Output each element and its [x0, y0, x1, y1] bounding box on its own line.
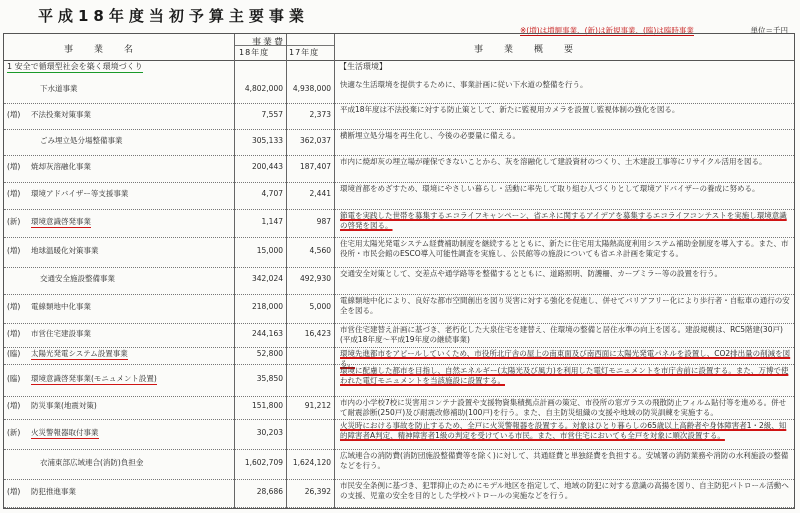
row-name: 防犯推進事業 — [31, 487, 76, 496]
row-description: 環境首都をめざすため、環境にやさしい暮らし・活動に率先して取り組む人づくりとして環境アドバイザーの養成に努める。 — [340, 184, 760, 193]
row-name: 環境アドバイザー等支援事業 — [31, 189, 129, 198]
row-y17: 492,930 — [299, 274, 331, 283]
row-y17: 2,441 — [309, 189, 331, 198]
row-description: 環境先進都市をアピールしていくため、市役所北庁舎の屋上の南東面及び南西面に太陽光発電パネルを設置し、CO2排出量の削減を図る。 — [340, 349, 791, 368]
row-tag: (増) — [7, 329, 21, 338]
row-y18: 28,686 — [256, 487, 283, 496]
row-name: ごみ埋立処分場整備事業 — [40, 136, 123, 145]
row-tag: (新) — [7, 428, 21, 437]
budget-table — [3, 33, 795, 509]
header-cost: 事業費 — [252, 38, 286, 48]
row-y18: 218,000 — [251, 302, 283, 311]
row-y17: 26,392 — [304, 487, 331, 496]
row-y17: 1,624,120 — [292, 458, 331, 467]
row-y18: 342,024 — [251, 274, 283, 283]
row-name: 交通安全施設整備事業 — [40, 274, 115, 283]
table-header — [4, 34, 794, 61]
table-row — [4, 347, 794, 368]
table-row — [4, 209, 794, 237]
row-name: 不法投棄対策事業 — [31, 110, 91, 119]
unit-label: 単位＝千円 — [750, 26, 788, 35]
row-name: 環境意識啓発事業 — [31, 217, 91, 226]
row-y18: 1,147 — [261, 217, 283, 226]
row-y18: 151,800 — [251, 401, 283, 410]
row-description: 電線類地中化により、良好な都市空間創出を図り災害に対する強化を促進し、併せてバリアフリー化により歩行者・自転車の通行の安全を図る。 — [340, 296, 790, 315]
row-description: 広域連合の消防費(消防団施設整備費等を除く)に対して、共通経費と単独経費を負担する。安城署の消防業務や消防の水利施設の整備などを行う。 — [340, 451, 789, 470]
table-row — [4, 479, 794, 507]
row-name: 焼却灰溶融化事業 — [31, 162, 91, 171]
row-y18: 1,602,709 — [244, 458, 283, 467]
row-description: 市営住宅建替え計画に基づき、老朽化した大泉住宅を建替え、住環境の整備と居住水準の向上を図る。建設規模は、RC5階建(30戸) (平成18年度～平成19年度の継続事業) — [340, 325, 791, 344]
row-description: 節電を実践した世帯を募集するエコライフキャンペーン、省エネに関するアイデアを募集するエコライフコンテストを実施し環境意識の啓発を図る。 — [340, 211, 787, 230]
row-y18: 35,850 — [256, 374, 283, 383]
table-row — [4, 237, 794, 267]
row-tag: (臨) — [7, 349, 21, 358]
row-description: 交通安全対策として、交差点や通学路等を整備するとともに、道路照明、防護柵、カーブミラー等の設置を行う。 — [340, 269, 722, 278]
row-y18: 15,000 — [256, 246, 283, 255]
row-y17: 4,938,000 — [292, 84, 331, 93]
row-name: 環境意識啓発事業(モニュメント設置) — [31, 374, 157, 383]
row-tag: (増) — [7, 302, 21, 311]
row-y17: 987 — [316, 217, 331, 226]
row-description: 住宅用太陽光発電システム経費補助制度を継続するとともに、新たに住宅用太陽熱高度利用システム補助金制度を導入する。また、市役所・市民会館のESCO導入可能性調査を実施し、公民館等の施設についても省エネ計画を策定する。 — [340, 239, 789, 258]
table-row — [4, 364, 794, 396]
table-row — [4, 103, 794, 129]
row-tag: (増) — [7, 162, 21, 171]
row-name: 下水道事業 — [40, 84, 78, 93]
row-description: 市民安全条例に基づき、犯罪抑止のためにモデル地区を指定して、地域の防犯に対する意識の高揚を図り、自主防犯パトロール活動への支援、児童の安全を目的とした学校パトロールの実施などを行う。 — [340, 481, 789, 500]
row-tag: (新) — [7, 217, 21, 226]
row-y18: 244,163 — [251, 329, 283, 338]
page-title: 平成18年度当初予算主要事業 — [38, 7, 309, 25]
table-row — [4, 449, 794, 479]
row-name: 電線類地中化事業 — [31, 302, 91, 311]
row-tag: (増) — [7, 401, 21, 410]
row-y17: 91,212 — [304, 401, 331, 410]
row-tag: (臨) — [7, 374, 21, 383]
row-name: 衣浦東部広域連合(消防)負担金 — [40, 458, 144, 467]
header-summary: 事 業 概 要 — [474, 45, 580, 55]
legend-text: ※(増)は増額事業、(新)は新規事業、(臨)は臨時事業 — [520, 26, 694, 35]
row-name: 火災警報器取付事業 — [31, 428, 99, 437]
row-y17: 2,373 — [309, 110, 331, 119]
section-tag: 【生活環境】 — [339, 62, 387, 71]
row-name: 太陽光発電システム設置事業 — [31, 349, 128, 358]
row-tag: (増) — [7, 189, 21, 198]
table-row — [4, 419, 794, 449]
row-description: 市内に焼却灰の埋立場が確保できないことから、灰を溶融化して建設資材のつくり、土木建設工事等にリサイクル活用を図る。 — [340, 157, 767, 166]
row-description: 火災時における事故を防止するため、全戸に火災警報器を設置する。対象はひとり暮らしの65歳以上高齢者や身体障害者1・2級、知的障害者A判定、精神障害者1級の判定を受けている市民。また、市営住宅においても全戸を対象に順次設置する。 — [340, 421, 787, 440]
row-name: 市営住宅建設事業 — [31, 329, 91, 338]
row-name: 地球温暖化対策事業 — [31, 246, 99, 255]
row-y18: 4,802,000 — [244, 84, 283, 93]
row-description: 横断埋立処分場を再生化し、今後の必要量に備える。 — [340, 131, 520, 140]
row-description: 環境に配慮した都市を目指し、自然エネルギー(太陽光及び風力)を利用した電灯モニュメントを市庁舎前に設置する。また、万博で使われた電灯モニュメントを当該施設に設置する。 — [340, 366, 789, 385]
row-y18: 200,443 — [251, 162, 283, 171]
table-row — [4, 267, 794, 294]
row-tag: (増) — [7, 487, 21, 496]
row-description: 平成18年度は不法投棄に対する防止策として、新たに監視用カメラを設置し監視体制の強化を図る。 — [340, 105, 680, 114]
table-row — [4, 182, 794, 209]
row-y18: 7,557 — [261, 110, 283, 119]
row-y17: 4,560 — [309, 246, 331, 255]
row-description: 市内の小学校7校に災害用コンテナ設置や支援物資集積拠点計画の策定、市役所の窓ガラスの飛散防止フィルム貼付等を進める。併せて耐震診断(250戸)及び耐震改修補助(100戸)を行う。また、自主防災組織の支援や地域の防災訓練を実施する。 — [340, 398, 787, 417]
header-y17: 17年度 — [289, 48, 320, 57]
row-divider — [4, 507, 794, 508]
header-name: 事 業 名 — [64, 45, 140, 55]
row-y18: 4,707 — [261, 189, 283, 198]
row-y18: 52,800 — [256, 349, 283, 358]
row-tag: (増) — [7, 110, 21, 119]
table-row — [4, 78, 794, 103]
table-row — [4, 155, 794, 182]
table-row — [4, 396, 794, 419]
table-row — [4, 323, 794, 347]
row-y17: 16,423 — [304, 329, 331, 338]
row-y18: 30,203 — [256, 428, 283, 437]
table-row — [4, 294, 794, 323]
section-label: 1 安全で循環型社会を築く環境づくり — [7, 62, 143, 71]
row-y17: 5,000 — [309, 302, 331, 311]
row-y18: 305,133 — [251, 136, 283, 145]
row-y17: 362,037 — [299, 136, 331, 145]
header-y18: 18年度 — [239, 48, 270, 57]
row-tag: (増) — [7, 246, 21, 255]
row-description: 快適な生活環境を提供するために、事業計画に従い下水道の整備を行う。 — [340, 80, 588, 89]
table-row — [4, 129, 794, 155]
header-divider — [234, 45, 334, 46]
row-y17: 187,407 — [299, 162, 331, 171]
row-name: 防災事業(地震対策) — [31, 401, 97, 410]
